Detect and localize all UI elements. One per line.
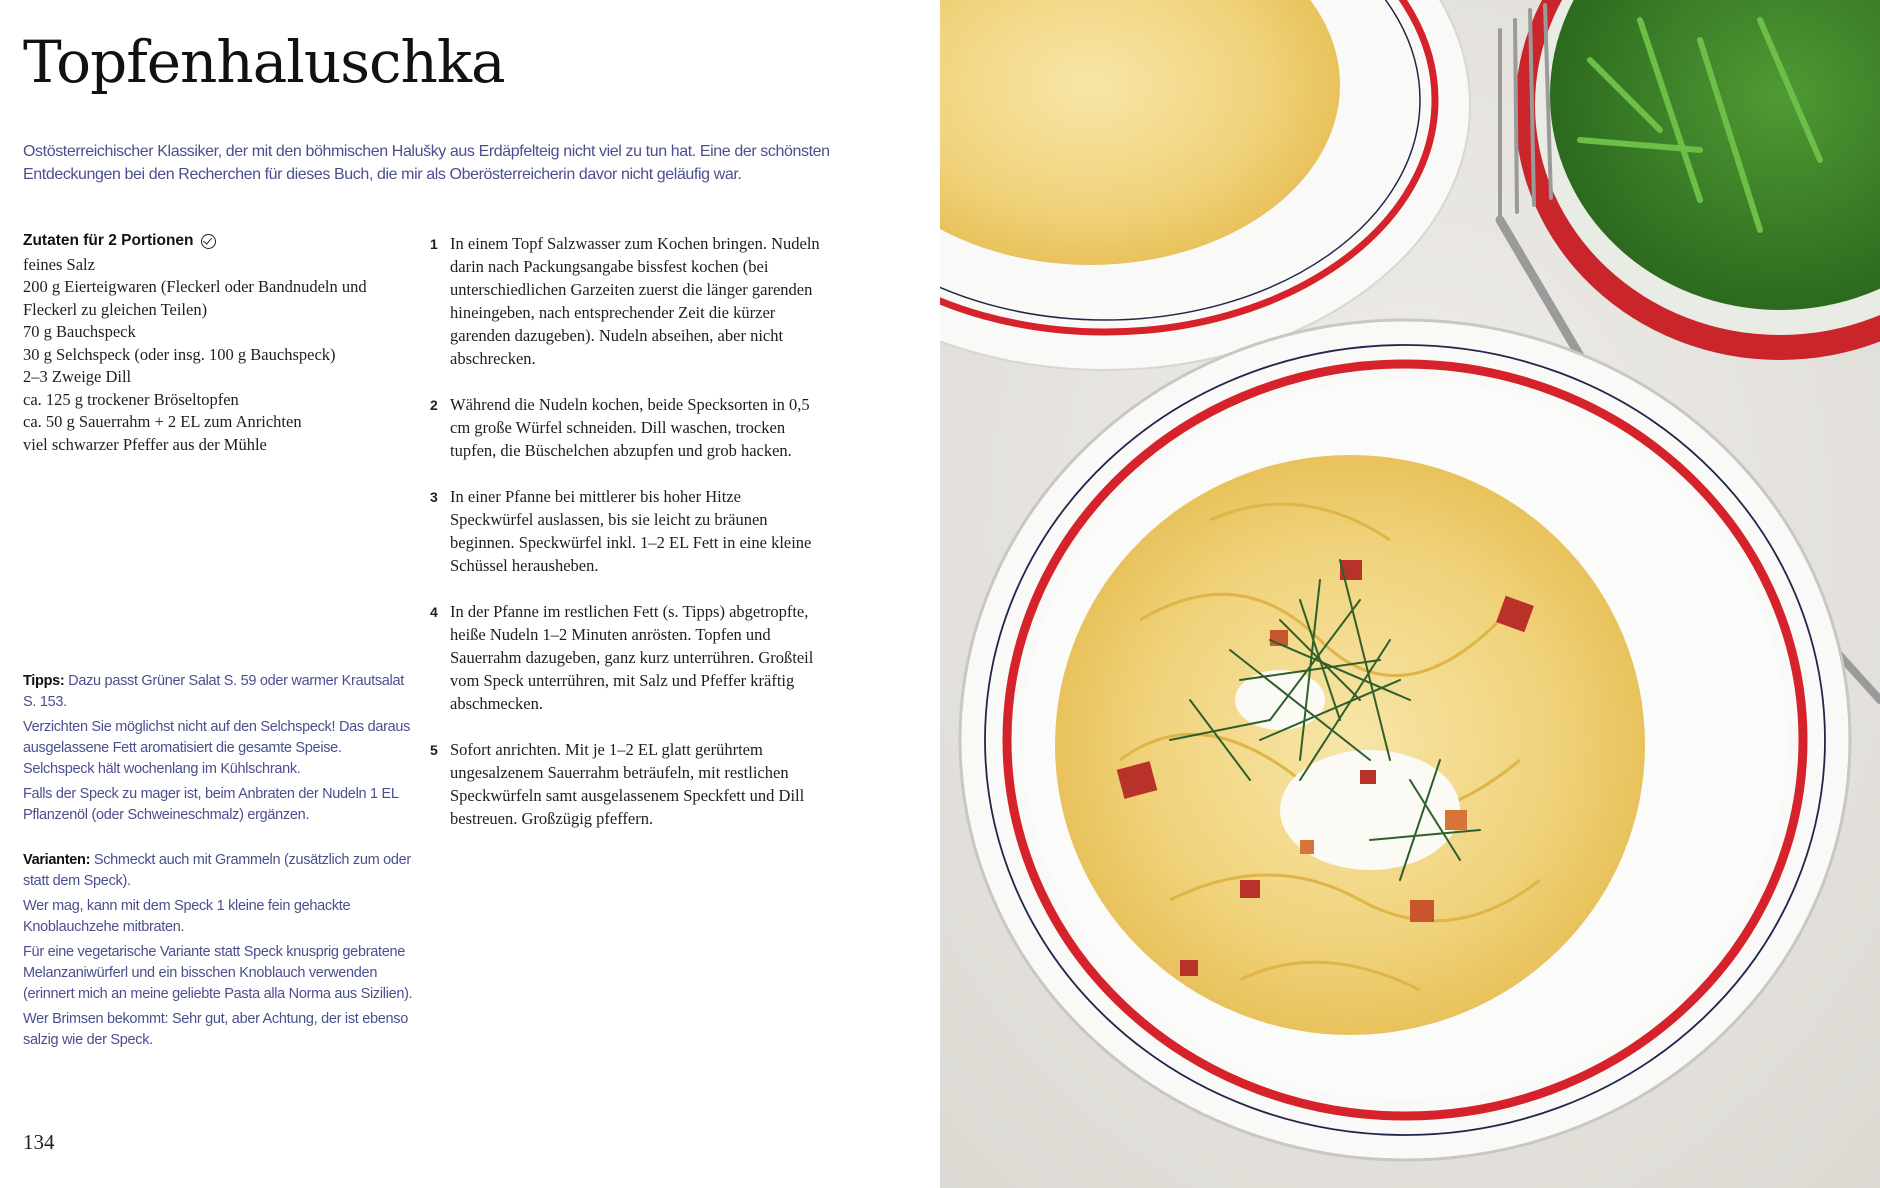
step-3 — [430, 485, 820, 577]
step-text: Sofort anrichten. Mit je 1–2 EL glatt gerührtem ungesalzenem Sauerrahm beträufeln, mit restlichen Speckwürfeln samt ausgelassenem Speckfett und Dill bestreuen. Großzügig pfeffern. — [450, 740, 805, 828]
step-text: Während die Nudeln kochen, beide Specksorten in 0,5 cm große Würfel schneiden. Dill waschen, trocken tupfen, die Büschelchen abzupfen und grob hacken. — [450, 395, 810, 460]
step-1 — [430, 232, 820, 370]
ingredient-item: 2–3 Zweige Dill — [23, 367, 132, 386]
step-number: 3 — [430, 489, 438, 505]
tip-text: Dazu passt Grüner Salat S. 59 oder warmer Krautsalat S. 153. — [23, 673, 404, 710]
step-text: In der Pfanne im restlichen Fett (s. Tipps) abgetropfte, heiße Nudeln 1–2 Minuten anrösten. Topfen und Sauerrahm dazugeben, ganz kurz unterrühren. Großteil vom Speck unterrühren, mit Salz und Pfeffer kräftig abschmecken. — [450, 602, 814, 713]
variant-paragraph — [23, 850, 413, 892]
tips-label: Tipps: — [23, 673, 65, 689]
main-plate — [960, 320, 1850, 1160]
step-text: In einer Pfanne bei mittlerer bis hoher Hitze Speckwürfel auslassen, bis sie leicht zu bräunen beginnen. Speckwürfel inkl. 1–2 EL Fett in eine kleine Schüssel herausheben. — [450, 487, 812, 575]
ingredient-item: viel schwarzer Pfeffer aus der Mühle — [23, 434, 267, 454]
recipe-intro: Ostösterreichischer Klassiker, der mit den böhmischen Halušky aus Erdäpfelteig nicht viel zu tun hat. Eine der schönsten Entdeckungen bei den Recherchen für dieses Buch, die mir als Oberösterreicherin davor nicht geläufig war. — [23, 143, 830, 183]
variant-text: Schmeckt auch mit Grammeln (zusätzlich zum oder statt dem Speck). — [23, 852, 411, 889]
variants-label: Varianten: — [23, 852, 91, 868]
step-text: In einem Topf Salzwasser zum Kochen bringen. Nudeln darin nach Packungsangabe bissfest kochen (bei unterschiedlichen Garzeiten zuerst die länger garenden hineingeben, nach entsprechender Zeit die kürzer garenden dazugeben). Nudeln abseihen, aber nicht abschrecken. — [450, 234, 820, 368]
ingredient-item: 30 g Selchspeck (oder insg. 100 g Bauchspeck) — [23, 344, 336, 364]
ingredients-heading-row — [23, 230, 423, 253]
ingredient-item: ca. 125 g trockener Bröseltopfen — [23, 389, 239, 409]
food-photo — [940, 0, 1880, 1188]
ingredient-item: ca. 50 g Sauerrahm + 2 EL zum Anrichten — [23, 412, 302, 431]
ingredients-heading: Zutaten für 2 Portionen — [23, 232, 194, 249]
preparation-steps — [430, 232, 820, 853]
step-number: 5 — [430, 742, 438, 758]
recipe-title: Topfenhaluschka — [23, 28, 505, 96]
food-photo-page — [940, 0, 1880, 1188]
variant-paragraph: Wer Brimsen bekommt: Sehr gut, aber Achtung, der ist ebenso salzig wie der Speck. — [23, 1011, 409, 1048]
page-number: 134 — [23, 1130, 55, 1154]
tip-paragraph: Verzichten Sie möglichst nicht auf den Selchspeck! Das daraus ausgelassene Fett aromatisiert die gesamte Speise. Selchspeck hält wochenlang im Kühlschrank. — [23, 719, 411, 777]
step-2 — [430, 393, 820, 462]
tip-paragraph: Falls der Speck zu mager ist, beim Anbraten der Nudeln 1 EL Pflanzenöl (oder Schweineschmalz) ergänzen. — [23, 786, 399, 823]
tips-section — [23, 671, 413, 1055]
ingredients-section — [23, 230, 423, 456]
step-number: 4 — [430, 604, 438, 620]
ingredient-list — [23, 254, 423, 457]
variants-section — [23, 850, 413, 1051]
variant-paragraph: Wer mag, kann mit dem Speck 1 kleine fein gehackte Knoblauchzehe mitbraten. — [23, 898, 351, 935]
checkmark-circle-icon — [201, 234, 216, 249]
ingredient-item: feines Salz — [23, 254, 95, 274]
step-number: 1 — [430, 236, 438, 252]
ingredient-item: 70 g Bauchspeck — [23, 322, 136, 341]
step-4 — [430, 600, 820, 715]
tip-paragraph — [23, 671, 413, 713]
step-5 — [430, 738, 820, 830]
step-number: 2 — [430, 397, 438, 413]
variant-paragraph: Für eine vegetarische Variante statt Speck knusprig gebratene Melanzaniwürferl und ein bisschen Knoblauch verwenden (erinnert mich an meine geliebte Pasta alla Norma aus Sizilien). — [23, 944, 413, 1002]
ingredient-item: 200 g Eierteigwaren (Fleckerl oder Bandnudeln und Fleckerl zu gleichen Teilen) — [23, 277, 367, 319]
